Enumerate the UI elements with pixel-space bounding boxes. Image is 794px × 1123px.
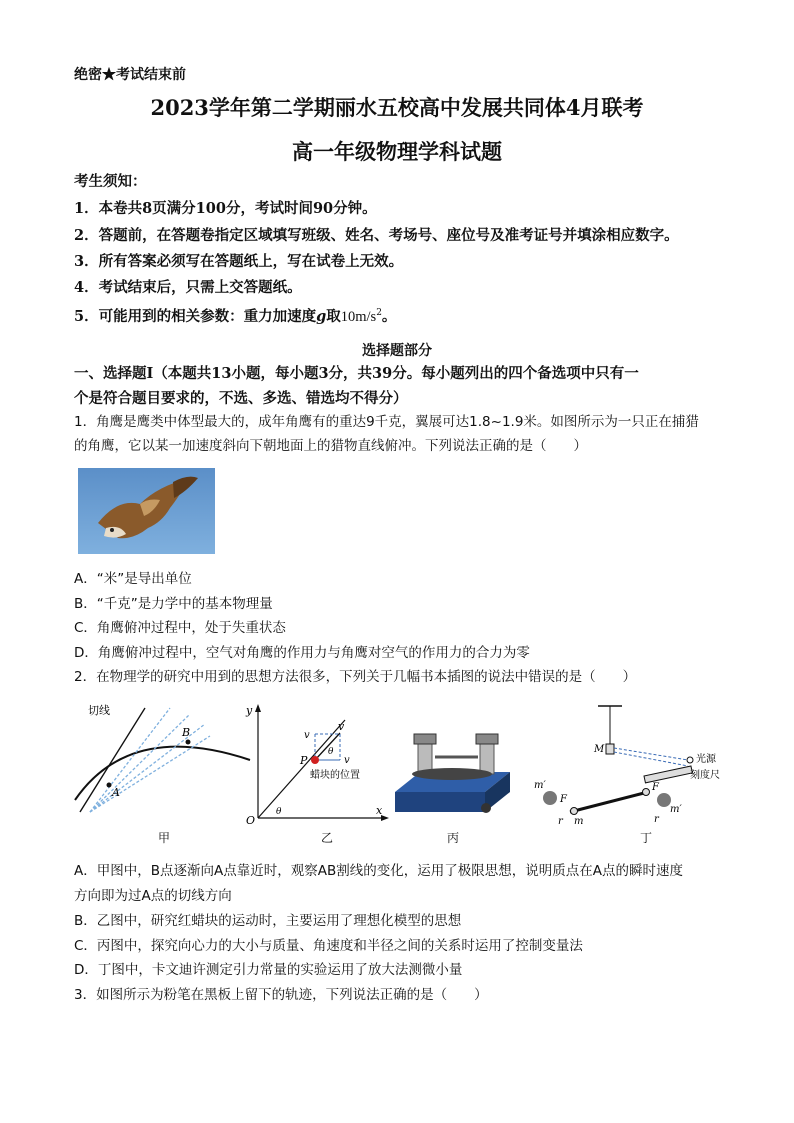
fig-label-jia: 甲 (158, 831, 171, 845)
yi-vx: v (344, 755, 350, 766)
q2-option-a-line-2: 方向即为过A点的切线方向 (74, 888, 232, 904)
q1-option-c: C．角鹰俯冲过程中，处于失重状态 (74, 620, 286, 636)
hawk-photo (78, 468, 215, 554)
q1-option-d: D．角鹰俯冲过程中，空气对角鹰的作用力与角鹰对空气的作用力的合力为零 (74, 645, 530, 661)
ding-f-1: F (560, 794, 567, 805)
ding-m: M (594, 744, 605, 755)
jia-tangent-label: 切线 (88, 704, 110, 717)
fig-label-yi: 乙 (321, 831, 334, 845)
rule5-g: g (316, 308, 327, 325)
yi-y-axis: y (246, 704, 253, 717)
secret-label: 绝密★考试结束前 (74, 67, 186, 83)
section-title: 选择题部分 (362, 343, 432, 359)
q2-option-d: D．丁图中，卡文迪许测定引力常量的实验运用了放大法测微小量 (74, 962, 463, 978)
q2-option-a-line-1: A．甲图中，B点逐渐向A点靠近时，观察AB割线的变化，运用了极限思想，说明质点在A点的瞬时速度 (74, 863, 683, 879)
q1-option-b: B．“千克”是力学中的基本物理量 (74, 596, 273, 612)
notice-rule-2: 2．答题前，在答题卷指定区域填写班级、姓名、考场号、座位号及准考证号并填涂相应数字。 (74, 227, 679, 244)
yi-origin: O (246, 814, 256, 825)
jia-point-a: A (112, 786, 120, 799)
ding-ruler: 刻度尺 (690, 770, 720, 781)
rule5-sup: 2 (376, 308, 382, 318)
part-instructions-line-2: 个是符合题目要求的，不选、多选、错选均不得分） (74, 390, 408, 407)
yi-theta-top: θ (328, 747, 334, 757)
rule5-unit: 10m/s (340, 309, 377, 325)
fig-label-ding: 丁 (640, 831, 653, 845)
q1-stem-line-2: 的角鹰，它以某一加速度斜向下朝地面上的猎物直线俯冲。下列说法正确的是（ ） (74, 438, 587, 454)
figure-ding (530, 700, 720, 825)
part-instructions-line-1: 一、选择题Ⅰ（本题共13小题，每小题3分，共39分。每小题列出的四个备选项中只有一 (74, 365, 639, 382)
exam-subtitle: 高一年级物理学科试题 (292, 139, 502, 164)
rule5-mid: 取 (326, 308, 341, 325)
jia-point-b: B (182, 726, 191, 739)
yi-x-axis: x (376, 804, 383, 817)
ding-m-small: m (574, 816, 584, 825)
rule5-prefix: 5．可能用到的相关参数：重力加速度 (74, 308, 317, 325)
exam-title: 2023学年第二学期丽水五校高中发展共同体4月联考 (150, 95, 644, 120)
notice-rule-1: 1．本卷共8页满分100分，考试时间90分钟。 (74, 200, 377, 217)
ding-m-prime-1: m′ (534, 780, 546, 791)
rule5-end: 。 (381, 308, 397, 325)
fig-label-bing: 丙 (447, 831, 460, 845)
ding-f-2: F (652, 782, 659, 793)
figure-bing (390, 712, 515, 822)
yi-theta: θ (276, 807, 282, 817)
yi-v: v (338, 720, 345, 733)
q1-stem-line-1: 1．角鹰是鹰类中体型最大的，成年角鹰有的重达9千克，翼展可达1.8~1.9米。如图所示为一只正在捕猎 (74, 414, 699, 430)
q2-stem: 2．在物理学的研究中用到的思想方法很多，下列关于几幅书本插图的说法中错误的是（ ） (74, 669, 637, 685)
notice-rule-3: 3．所有答案必须写在答题纸上，写在试卷上无效。 (74, 253, 404, 270)
figure-jia (70, 700, 255, 820)
notice-heading: 考生须知： (74, 173, 147, 190)
q2-option-c: C．丙图中，探究向心力的大小与质量、角速度和半径之间的关系时运用了控制变量法 (74, 938, 583, 954)
q1-option-a: A．“米”是导出单位 (74, 571, 192, 587)
notice-rule-4: 4．考试结束后，只需上交答题纸。 (74, 279, 302, 296)
q2-option-b: B．乙图中，研究红蜡块的运动时，主要运用了理想化模型的思想 (74, 913, 462, 929)
yi-point-p: P (300, 754, 308, 767)
q3-stem: 3．如图所示为粉笔在黑板上留下的轨迹，下列说法正确的是（ ） (74, 987, 488, 1003)
notice-rule-5 (74, 305, 396, 326)
yi-vy: v (304, 730, 310, 741)
figure-yi (240, 700, 390, 825)
yi-caption: 蜡块的位置 (310, 770, 360, 781)
ding-r-2: r (654, 814, 659, 825)
ding-light-source: 光源 (696, 754, 716, 765)
ding-r-1: r (558, 816, 563, 825)
ding-m-prime-2: m′ (670, 804, 682, 815)
